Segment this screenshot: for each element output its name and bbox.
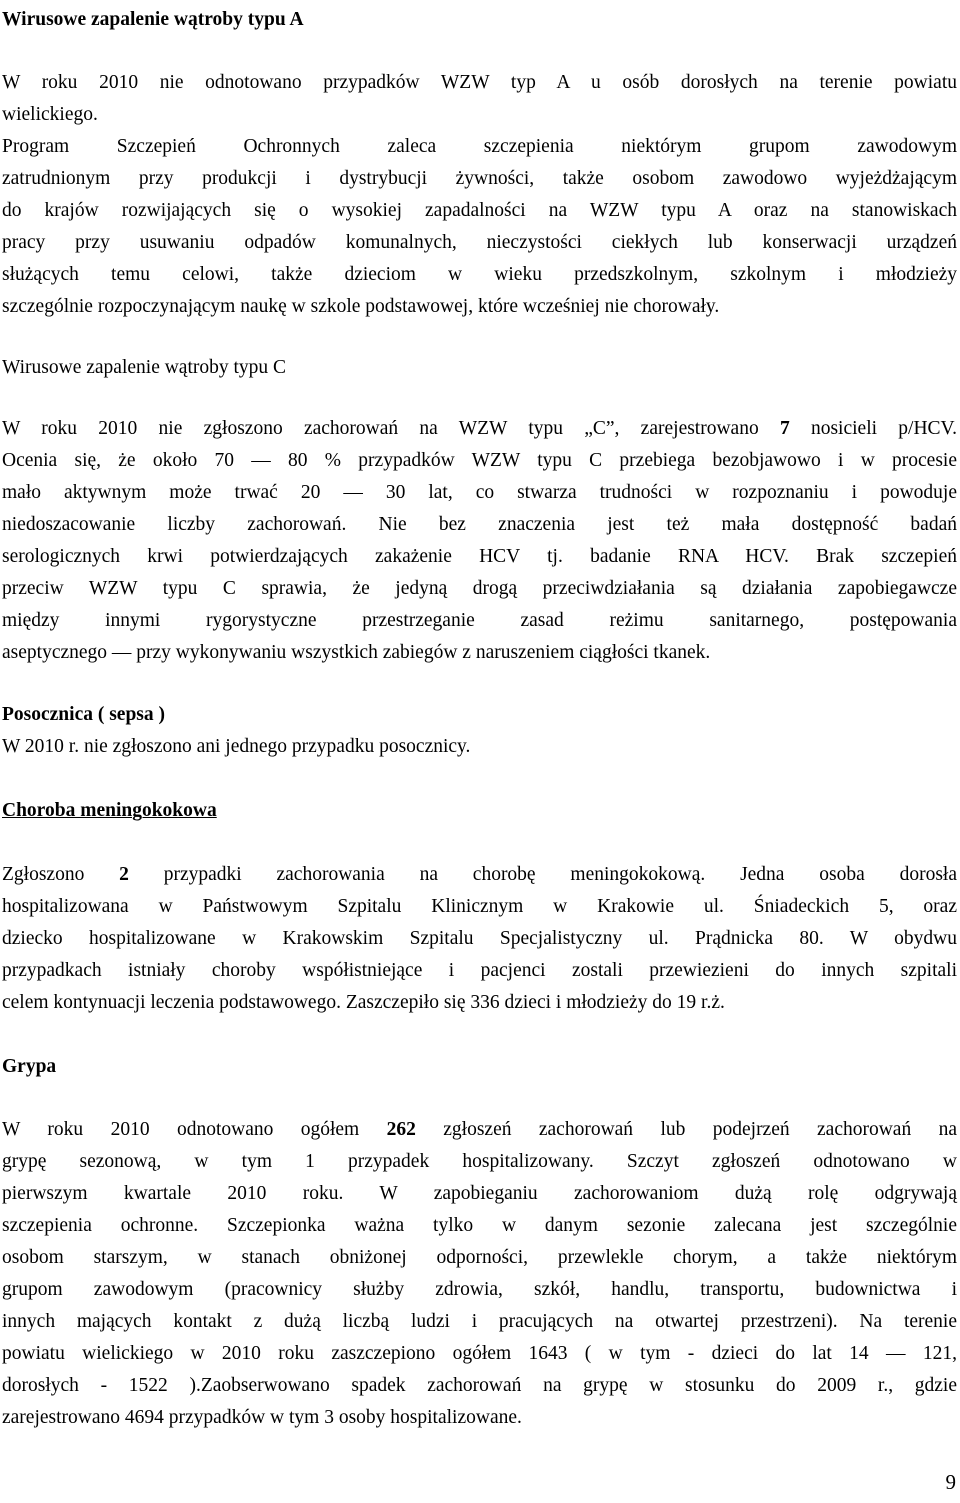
wzw-c-line-2: Ocenia się, że około 70 — 80 % przypadków WZW typu C przebiega bezobjawowo i w procesie <box>2 450 957 471</box>
grypa-line-5: osobom starszym, w stanach obniżonej odporności, przewlekle chorym, a także niektórym <box>2 1247 957 1268</box>
wzw-c-line-7: między innymi rygorystyczne przestrzeganie zasad reżimu sanitarnego, postępowania <box>2 610 957 631</box>
sepsa-line-1: W 2010 r. nie zgłoszono ani jednego przypadku posocznicy. <box>2 736 471 757</box>
heading-wzw-c: Wirusowe zapalenie wątroby typu C <box>2 357 287 378</box>
grypa-line-4: szczepienia ochronne. Szczepionka ważna tylko w danym sezonie zalecana jest szczególnie <box>2 1215 957 1236</box>
grypa-line-9: dorosłych - 1522 ).Zaobserwowano spadek zachorowań na grypę w stosunku do 2009 r., gdzie <box>2 1375 957 1396</box>
grypa-line-2: grypę sezonową, w tym 1 przypadek hospitalizowany. Szczyt zgłoszeń odnotowano w <box>2 1151 957 1172</box>
wzw-c-line-1 <box>2 417 957 441</box>
heading-grypa: Grypa <box>2 1056 57 1077</box>
heading-wzw-a: Wirusowe zapalenie wątroby typu A <box>2 9 304 30</box>
grypa-line-7: innych mających kontakt z dużą liczbą ludzi i pracujących na otwartej przestrzeni). Na terenie <box>2 1311 957 1332</box>
wzw-c-line-8: aseptycznego — przy wykonywaniu wszystkich zabiegów z naruszeniem ciągłości tkanek. <box>2 642 711 663</box>
mening-line-3: dziecko hospitalizowane w Krakowskim Szpitalu Specjalistyczny ul. Prądnicka 80. W obydwu <box>2 928 957 949</box>
grypa-line-8: powiatu wielickiego w 2010 roku zaszczepiono ogółem 1643 ( w tym - dzieci do lat 14 — 121, <box>2 1343 957 1364</box>
grypa-line-1-post: zgłoszeń zachorowań lub podejrzeń zachorowań na <box>415 1119 957 1140</box>
mening-line-2: hospitalizowana w Państwowym Szpitalu Klinicznym w Krakowie ul. Śniadeckich 5, oraz <box>2 896 957 917</box>
wzw-a-line-2: wielickiego. <box>2 104 98 125</box>
meningococcal-cases-count: 2 <box>119 864 129 885</box>
wzw-c-line-6: przeciw WZW typu C sprawia, że jedyną drogą przeciwdziałania są działania zapobiegawcze <box>2 578 957 599</box>
mening-line-4: przypadkach istniały choroby współistniejące i pacjenci zostali przewiezieni do innych szpitali <box>2 960 957 981</box>
page-number: 9 <box>945 1470 956 1494</box>
wzw-a-line-6: pracy przy usuwaniu odpadów komunalnych, nieczystości ciekłych lub konserwacji urządzeń <box>2 232 957 253</box>
heading-meningokokowa: Choroba meningokokowa <box>2 800 217 821</box>
wzw-c-line-3: mało aktywnym może trwać 20 — 30 lat, co stwarza trudności w rozpoznaniu i powoduje <box>2 482 957 503</box>
mening-line-5: celem kontynuacji leczenia podstawowego. Zaszczepiło się 336 dzieci i młodzieży do 19 r.ż. <box>2 992 725 1013</box>
wzw-a-line-8: szczególnie rozpoczynającym naukę w szkole podstawowej, które wcześniej nie chorowały. <box>2 296 720 317</box>
wzw-a-line-7: służących temu celowi, także dzieciom w wieku przedszkolnym, szkolnym i młodzieży <box>2 264 957 285</box>
wzw-a-line-5: do krajów rozwijających się o wysokiej zapadalności na WZW typu A oraz na stanowiskach <box>2 200 957 221</box>
grypa-line-3: pierwszym kwartale 2010 roku. W zapobieganiu zachorowaniom dużą rolę odgrywają <box>2 1183 957 1204</box>
wzw-a-line-3: Program Szczepień Ochronnych zaleca szczepienia niektórym grupom zawodowym <box>2 136 957 157</box>
grypa-line-10: zarejestrowano 4694 przypadków w tym 3 osoby hospitalizowane. <box>2 1407 522 1428</box>
wzw-c-line-1-pre: W roku 2010 nie zgłoszono zachorowań na WZW typu „C”, zarejestrowano <box>2 418 780 439</box>
hcv-carriers-count: 7 <box>779 418 790 439</box>
mening-line-1-post: przypadki zachorowania na chorobę meningokokową. Jedna osoba dorosła <box>128 864 957 885</box>
mening-line-1 <box>2 863 957 887</box>
grypa-line-6: grupom zawodowym (pracownicy służby zdrowia, szkół, handlu, transportu, budownictwa i <box>2 1279 957 1300</box>
grypa-line-1 <box>2 1118 957 1142</box>
wzw-a-line-4: zatrudnionym przy produkcji i dystrybucji żywności, także osobom zawodowo wyjeżdżającym <box>2 168 957 189</box>
heading-sepsa: Posocznica ( sepsa ) <box>2 704 166 725</box>
wzw-c-line-4: niedoszacowanie liczby zachorowań. Nie bez znaczenia jest też mała dostępność badań <box>2 514 957 535</box>
influenza-reports-count: 262 <box>386 1119 416 1140</box>
mening-line-1-pre: Zgłoszono <box>2 864 120 885</box>
wzw-c-line-1-post: nosicieli p/HCV. <box>789 418 957 439</box>
grypa-line-1-pre: W roku 2010 odnotowano ogółem <box>2 1119 387 1140</box>
wzw-a-line-1: W roku 2010 nie odnotowano przypadków WZW typ A u osób dorosłych na terenie powiatu <box>2 72 957 93</box>
wzw-c-line-5: serologicznych krwi potwierdzających zakażenie HCV tj. badanie RNA HCV. Brak szczepień <box>2 546 957 567</box>
